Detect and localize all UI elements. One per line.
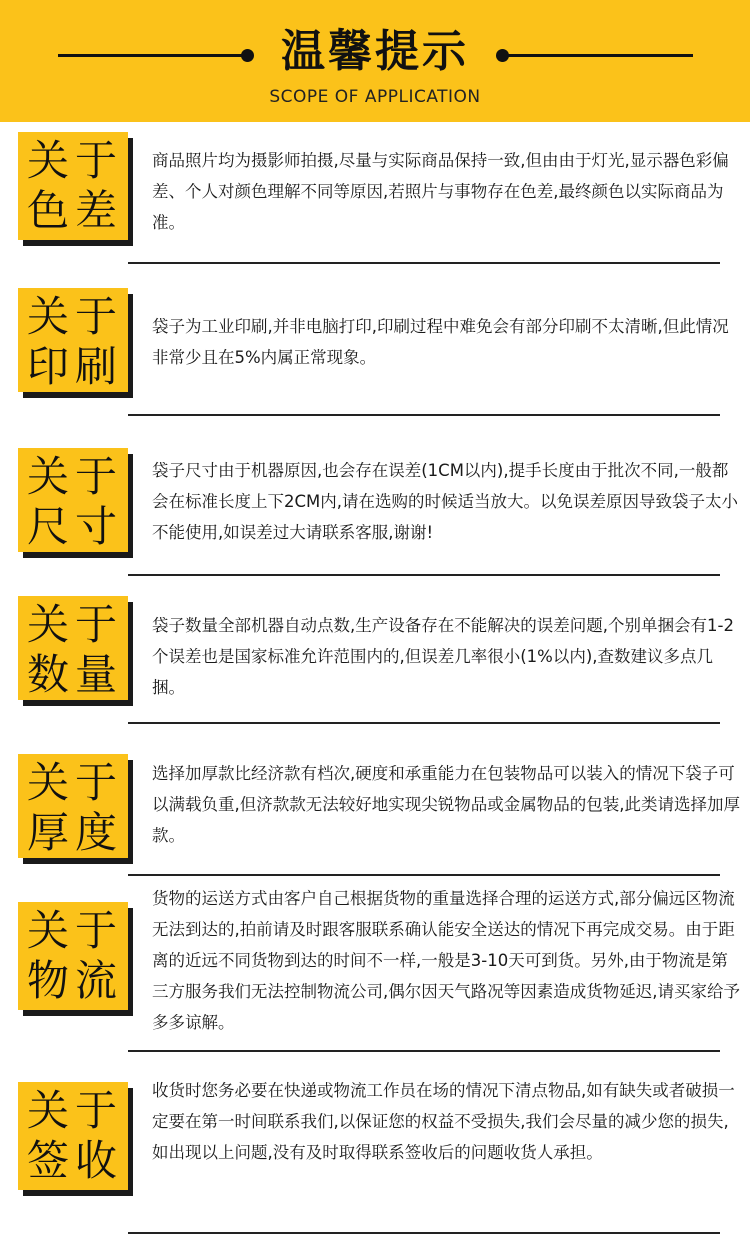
page-subtitle: SCOPE OF APPLICATION — [269, 87, 481, 107]
section-divider — [128, 414, 720, 416]
header-banner — [0, 0, 750, 122]
section-tag-line1: 关于 — [26, 1086, 123, 1135]
section-tag — [18, 754, 128, 858]
section-tag-line1: 关于 — [26, 600, 123, 649]
section-text: 货物的运送方式由客户自己根据货物的重量选择合理的运送方式,部分偏远区物流无法到达的,拍前请及时跟客服联系确认能安全送达的情况下再完成交易。由于距离的近远不同货物到达的时间不一样,一般是3-10天可到货。另外,由于物流是第三方服务我们无法控制物流公司,偶尔因天气路况等因素造成货物延迟,请买家给予多多谅解。 — [152, 889, 740, 1032]
header-right-line — [503, 54, 693, 57]
section-text: 袋子尺寸由于机器原因,也会存在误差(1CM以内),提手长度由于批次不同,一般都会在标准长度上下2CM内,请在选购的时候适当放大。以免误差原因导致袋子太小不能使用,如误差过大请联系客服,谢谢! — [152, 461, 738, 542]
section-tag-line2: 签收 — [26, 1136, 123, 1185]
page-title: 温馨提示 — [281, 26, 469, 77]
section-tag-line2: 数量 — [26, 650, 123, 699]
section-divider — [128, 574, 720, 576]
section-text: 袋子为工业印刷,并非电脑打印,印刷过程中难免会有部分印刷不太清晰,但此情况非常少且在5%内属正常现象。 — [152, 317, 729, 367]
section-tag-line1: 关于 — [26, 452, 123, 501]
section-tag-line2: 物流 — [26, 956, 123, 1005]
section-tag-line2: 厚度 — [26, 808, 123, 857]
header-left-line — [58, 54, 248, 57]
section-tag-line1: 关于 — [26, 292, 123, 341]
section-tag-line2: 尺寸 — [26, 502, 123, 551]
section-divider — [128, 874, 720, 876]
section-tag — [18, 448, 128, 552]
header-left-dot — [241, 49, 254, 62]
section-tag-line2: 色差 — [26, 186, 123, 235]
section-tag — [18, 902, 128, 1010]
section-text: 选择加厚款比经济款有档次,硬度和承重能力在包装物品可以装入的情况下袋子可以满载负重,但济款款无法较好地实现尖锐物品或金属物品的包装,此类请选择加厚款。 — [152, 764, 740, 845]
section-tag-line1: 关于 — [26, 906, 123, 955]
section-divider — [128, 722, 720, 724]
section-text: 袋子数量全部机器自动点数,生产设备存在不能解决的误差问题,个别单捆会有1-2个误差也是国家标准允许范围内的,但误差几率很小(1%以内),查数建议多点几捆。 — [152, 616, 734, 697]
section-text: 商品照片均为摄影师拍摄,尽量与实际商品保持一致,但由由于灯光,显示器色彩偏差、个人对颜色理解不同等原因,若照片与事物存在色差,最终颜色以实际商品为准。 — [152, 151, 729, 232]
section-text: 收货时您务必要在快递或物流工作员在场的情况下清点物品,如有缺失或者破损一定要在第一时间联系我们,以保证您的权益不受损失,我们会尽量的减少您的损失,如出现以上问题,没有及时取得联系签收后的问题收货人承担。 — [152, 1081, 735, 1162]
section-tag — [18, 1082, 128, 1190]
section-tag — [18, 132, 128, 240]
section-tag — [18, 596, 128, 700]
section-divider — [128, 1050, 720, 1052]
section-tag — [18, 288, 128, 392]
section-tag-line1: 关于 — [26, 758, 123, 807]
section-tag-line1: 关于 — [26, 136, 123, 185]
section-divider — [128, 1232, 720, 1234]
section-tag-line2: 印刷 — [26, 342, 123, 391]
section-divider — [128, 262, 720, 264]
